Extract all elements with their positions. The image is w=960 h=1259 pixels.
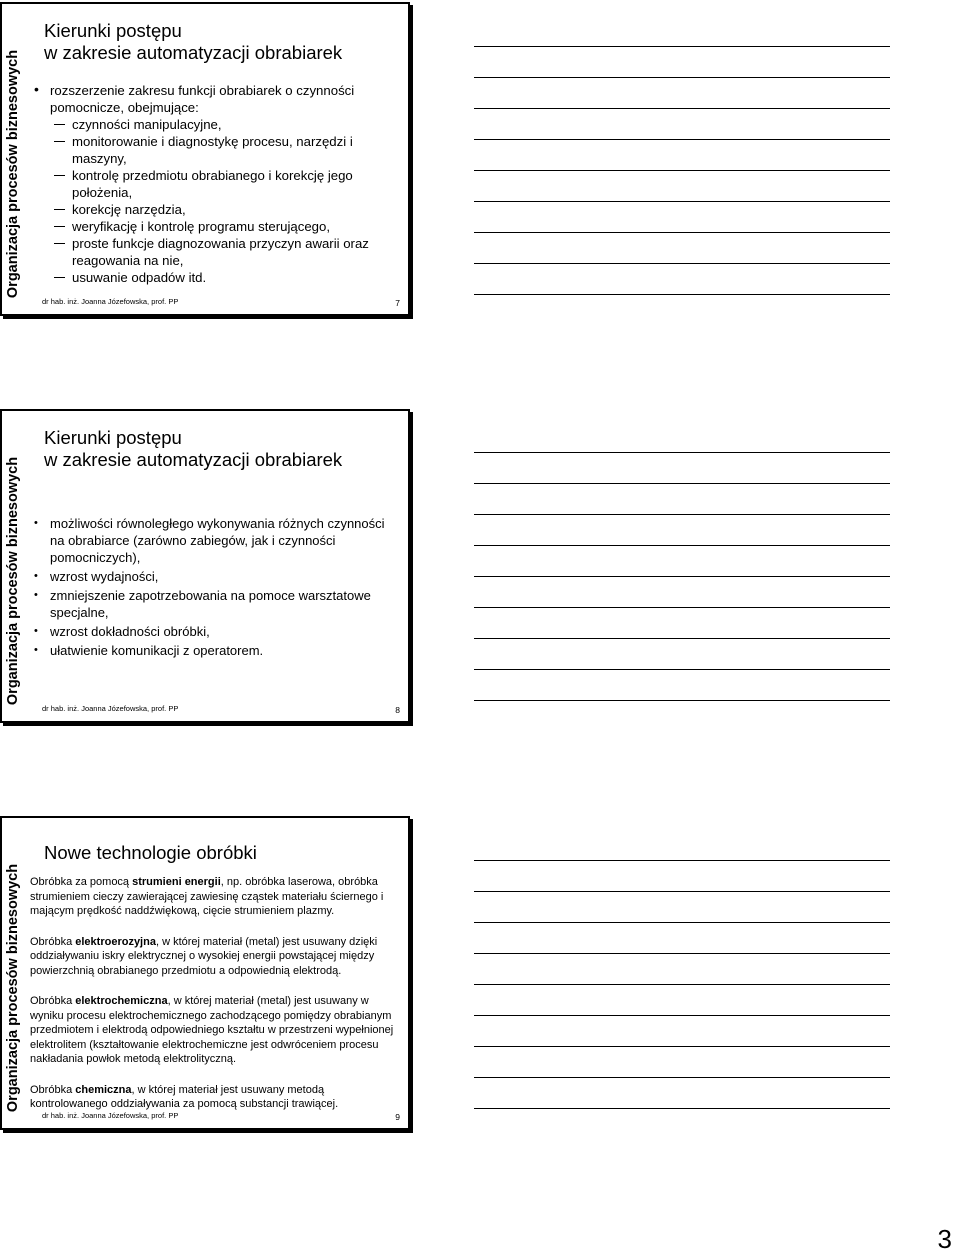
note-line xyxy=(474,1046,890,1047)
note-line xyxy=(474,294,890,295)
bullet-item: • ułatwienie komunikacji z operatorem. xyxy=(32,642,396,659)
note-line xyxy=(474,201,890,202)
slide-7 xyxy=(0,2,410,316)
note-line xyxy=(474,984,890,985)
slide-number: 7 xyxy=(395,298,400,308)
sub-item: czynności manipulacyjne, xyxy=(32,116,398,133)
paragraph: Obróbka chemiczna, w której materiał jest usuwany metodą kontrolowanego oddziaływania za pomocą substancji trawiącej. xyxy=(30,1083,339,1110)
note-line xyxy=(474,638,890,639)
slide-footer: dr hab. inż. Joanna Józefowska, prof. PP xyxy=(42,1111,179,1120)
slide-content xyxy=(32,515,396,661)
slide-footer: dr hab. inż. Joanna Józefowska, prof. PP xyxy=(42,704,179,713)
slide-content xyxy=(32,82,398,286)
slide-sidebar: Organizacja procesów biznesowych xyxy=(5,49,21,299)
paragraph: Obróbka elektrochemiczna, w której materiał (metal) jest usuwany w wyniku procesu elektrochemicznego zachodzącego pomiędzy obrabianym przedmiotem i elektrodą odpowiedniego kształtu w przestrzeni wypełnionej elektrolitem (kształtowanie elektrochemiczne jest odwróceniem procesu nakładania powłok metodą elektrolityczną. xyxy=(30,995,394,1065)
note-line xyxy=(474,700,890,701)
note-line xyxy=(474,232,890,233)
sub-item: proste funkcje diagnozowania przyczyn awarii oraz reagowania na nie, xyxy=(32,235,398,269)
note-line xyxy=(474,922,890,923)
bullet-item: • wzrost dokładności obróbki, xyxy=(32,623,396,640)
sub-item: monitorowanie i diagnostykę procesu, narzędzi i maszyny, xyxy=(32,133,398,167)
note-line xyxy=(474,860,890,861)
slide-number: 8 xyxy=(395,705,400,715)
notes-lines xyxy=(474,452,890,731)
note-line xyxy=(474,953,890,954)
note-line xyxy=(474,576,890,577)
slide-title: Kierunki postępu w zakresie automatyzacji obrabiarek xyxy=(44,20,343,63)
bullet-item: • możliwości równoległego wykonywania różnych czynności na obrabiarce (zarówno zabiegów, jak i czynności pomocniczych), xyxy=(32,515,396,566)
notes-lines xyxy=(474,860,890,1139)
sub-item: usuwanie odpadów itd. xyxy=(32,269,398,286)
slide-9 xyxy=(0,816,410,1130)
slide-title: Nowe technologie obróbki xyxy=(44,842,257,863)
note-line xyxy=(474,46,890,47)
sub-item: kontrolę przedmiotu obrabianego i korekcję jego położenia, xyxy=(32,167,398,201)
bullet-item: • rozszerzenie zakresu funkcji obrabiarek o czynności pomocnicze, obejmujące: xyxy=(32,82,398,116)
note-line xyxy=(474,891,890,892)
sub-item: weryfikację i kontrolę programu sterującego, xyxy=(32,218,398,235)
note-line xyxy=(474,263,890,264)
note-line xyxy=(474,669,890,670)
note-line xyxy=(474,170,890,171)
note-line xyxy=(474,139,890,140)
paragraph: Obróbka za pomocą strumieni energii, np. obróbka laserowa, obróbka strumieniem cieczy zawierającej zawiesinę cząstek materiału ściernego i mającym prędkość naddźwiękową, cięcie strumieniem plazmy. xyxy=(30,876,384,917)
bullet-item: • zmniejszenie zapotrzebowania na pomoce warsztatowe specjalne, xyxy=(32,587,396,621)
note-line xyxy=(474,483,890,484)
slide-8 xyxy=(0,409,410,723)
paragraph: Obróbka elektroerozyjna, w której materiał (metal) jest usuwany dzięki oddziaływaniu iskry elektrycznej o wysokiej energii powstającej między powierzchnią obrabianego przedmiotu a odpowiednią elektrodą. xyxy=(30,935,378,977)
slide-content xyxy=(30,875,398,1128)
note-line xyxy=(474,1108,890,1109)
sub-item: korekcję narzędzia, xyxy=(32,201,398,218)
notes-lines xyxy=(474,46,890,325)
note-line xyxy=(474,452,890,453)
slide-number: 9 xyxy=(395,1112,400,1122)
note-line xyxy=(474,1015,890,1016)
note-line xyxy=(474,607,890,608)
slide-title: Kierunki postępu w zakresie automatyzacji obrabiarek xyxy=(44,427,343,470)
page-number: 3 xyxy=(937,1224,952,1254)
slide-sidebar: Organizacja procesów biznesowych xyxy=(5,456,21,706)
note-line xyxy=(474,1077,890,1078)
note-line xyxy=(474,514,890,515)
note-line xyxy=(474,108,890,109)
slide-footer: dr hab. inż. Joanna Józefowska, prof. PP xyxy=(42,297,179,306)
note-line xyxy=(474,545,890,546)
bullet-item: • wzrost wydajności, xyxy=(32,568,396,585)
note-line xyxy=(474,77,890,78)
slide-sidebar: Organizacja procesów biznesowych xyxy=(5,863,21,1113)
